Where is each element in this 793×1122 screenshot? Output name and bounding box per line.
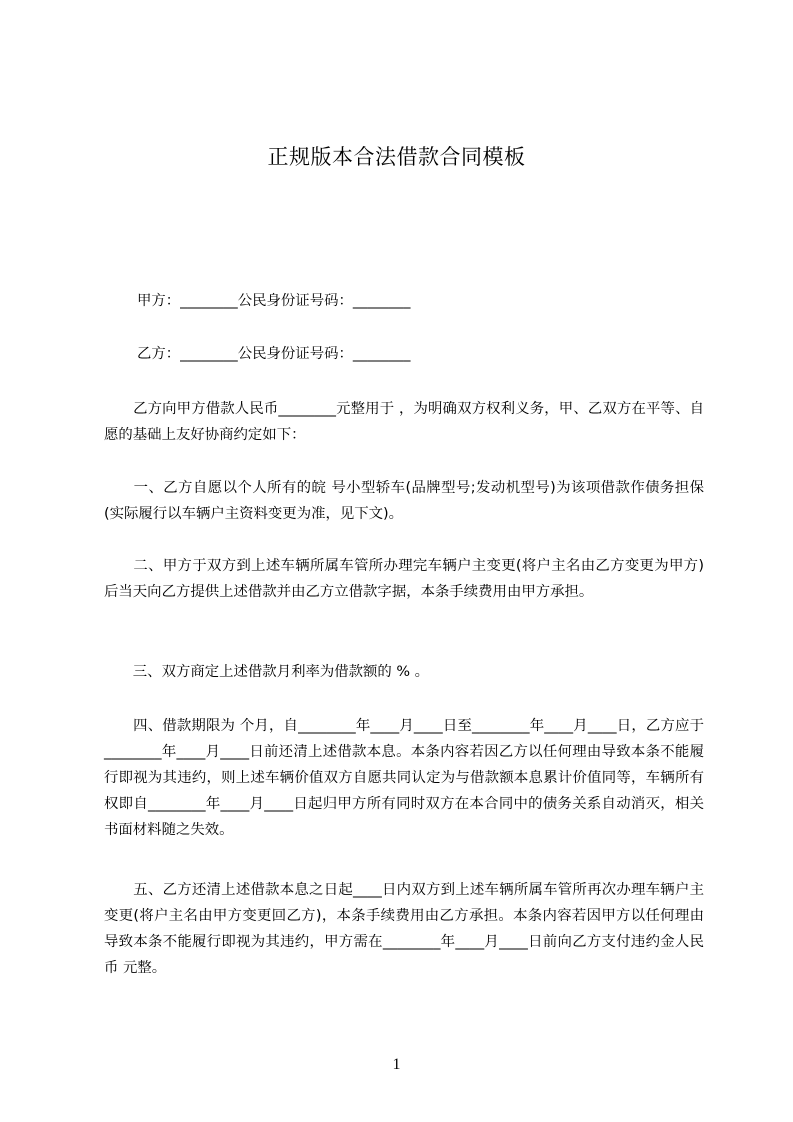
clause-1: 一、乙方自愿以个人所有的皖 号小型轿车(品牌型号;发动机型号)为该项借款作债务担保(实际履行以车辆户主资料变更为准，见下文)。 bbox=[104, 480, 704, 522]
clause-4: 四、借款期限为 个月，自________年____月____日至________年____月____日，乙方应于________年____月____日前还清上述借款本息。本条内容若因乙方以任何理由导致本条不能履行即视为其违约，则上述车辆价值双方自愿共同认定为与借款额本息累计价值同等，车辆所有权即自________年____月____日起归甲方所有同时双方在本合同中的债务关系自动消灭，相关书面材料随之失效。 bbox=[104, 718, 704, 838]
intro-paragraph: 乙方向甲方借款人民币________元整用于 ，为明确双方权利义务，甲、乙双方在平等、自愿的基础上友好协商约定如下： bbox=[104, 401, 704, 443]
page-number: 1 bbox=[392, 1056, 401, 1073]
clause-5: 五、乙方还清上述借款本息之日起____日内双方到上述车辆所属车管所再次办理车辆户主变更(将户主名由甲方变更回乙方)，本条手续费用由乙方承担。本条内容若因甲方以任何理由导致本条不能履行即视为其违约，甲方需在________年____月____日前向乙方支付违约金人民币 元整。 bbox=[104, 882, 704, 976]
clause-2: 二、甲方于双方到上述车辆所属车管所办理完车辆户主变更(将户主名由乙方变更为甲方)后当天向乙方提供上述借款并由乙方立借款字据，本条手续费用由甲方承担。 bbox=[104, 558, 704, 600]
document-title: 正规版本合法借款合同模板 bbox=[267, 145, 526, 169]
party-b-line: 乙方：________公民身份证号码：________ bbox=[137, 346, 411, 362]
party-a-line: 甲方：________公民身份证号码：________ bbox=[137, 293, 411, 309]
clause-3: 三、双方商定上述借款月利率为借款额的 % 。 bbox=[104, 664, 430, 680]
